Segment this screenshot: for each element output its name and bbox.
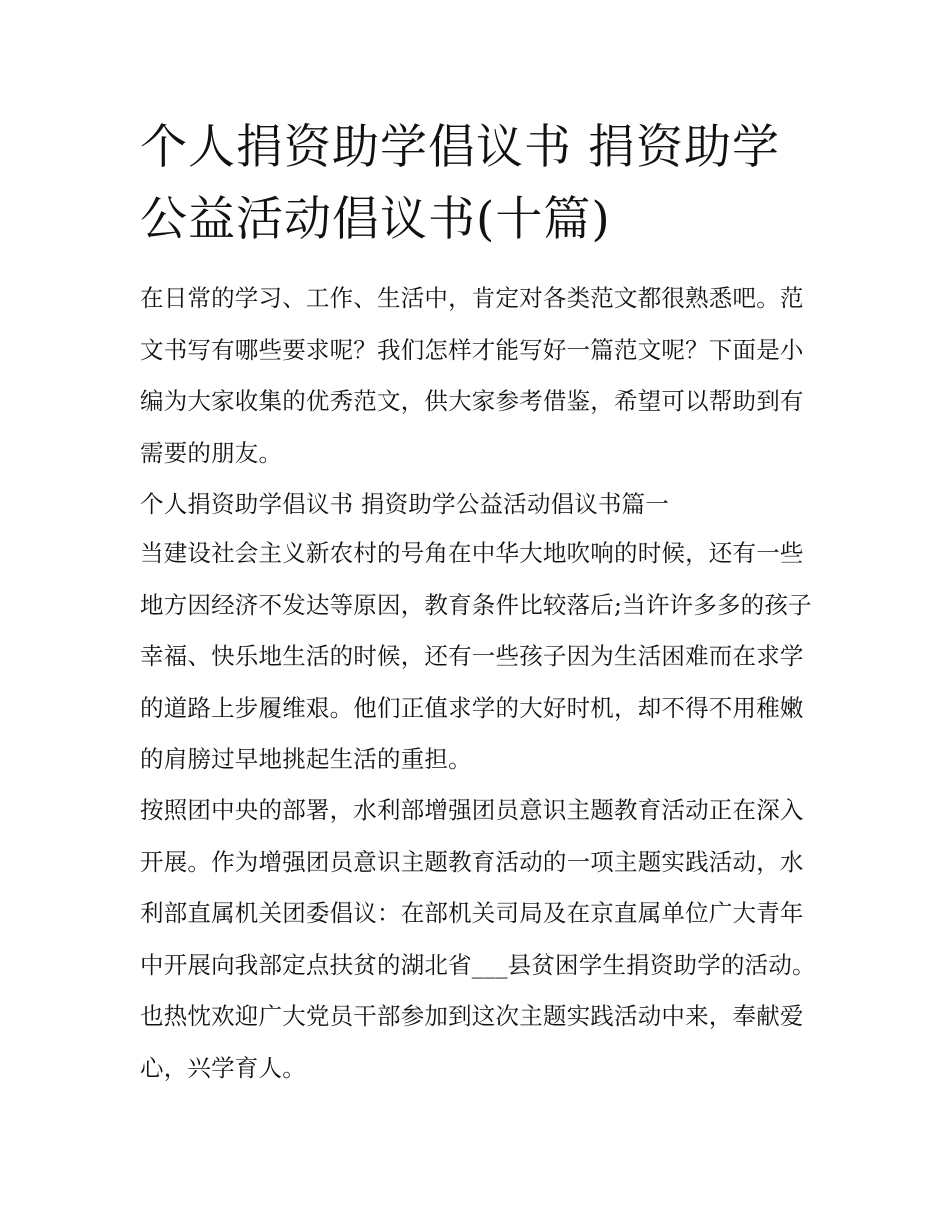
- intro-paragraph: 在日常的学习、工作、生活中，肯定对各类范文都很熟悉吧。范文书写有哪些要求呢？我们怎样才能写好一篇范文呢？下面是小编为大家收集的优秀范文，供大家参考借鉴，希望可以帮助到有需要的朋友。: [140, 284, 804, 467]
- body-paragraph-2: 按照团中央的部署，水利部增强团员意识主题教育活动正在深入开展。作为增强团员意识主题教育活动的一项主题实践活动，水利部直属机关团委倡议：在部机关司局及在京直属单位广大青年中开展向我部定点扶贫的湖北省___县贫困学生捐资助学的活动。也热忱欢迎广大党员干部参加到这次主题实践活动中来，奉献爱心，兴学育人。: [140, 796, 816, 1082]
- body-paragraph-1: 当建设社会主义新农村的号角在中华大地吹响的时候，还有一些地方因经济不发达等原因，教育条件比较落后;当许许多多的孩子幸福、快乐地生活的时候，还有一些孩子因为生活困难而在求学的道路上步履维艰。他们正值求学的大好时机，却不得不用稚嫩的肩膀过早地挑起生活的重担。: [140, 539, 812, 773]
- document-title: 个人捐资助学倡议书 捐资助学公益活动倡议书(十篇): [140, 120, 780, 247]
- section-heading: 个人捐资助学倡议书 捐资助学公益活动倡议书篇一: [140, 490, 670, 518]
